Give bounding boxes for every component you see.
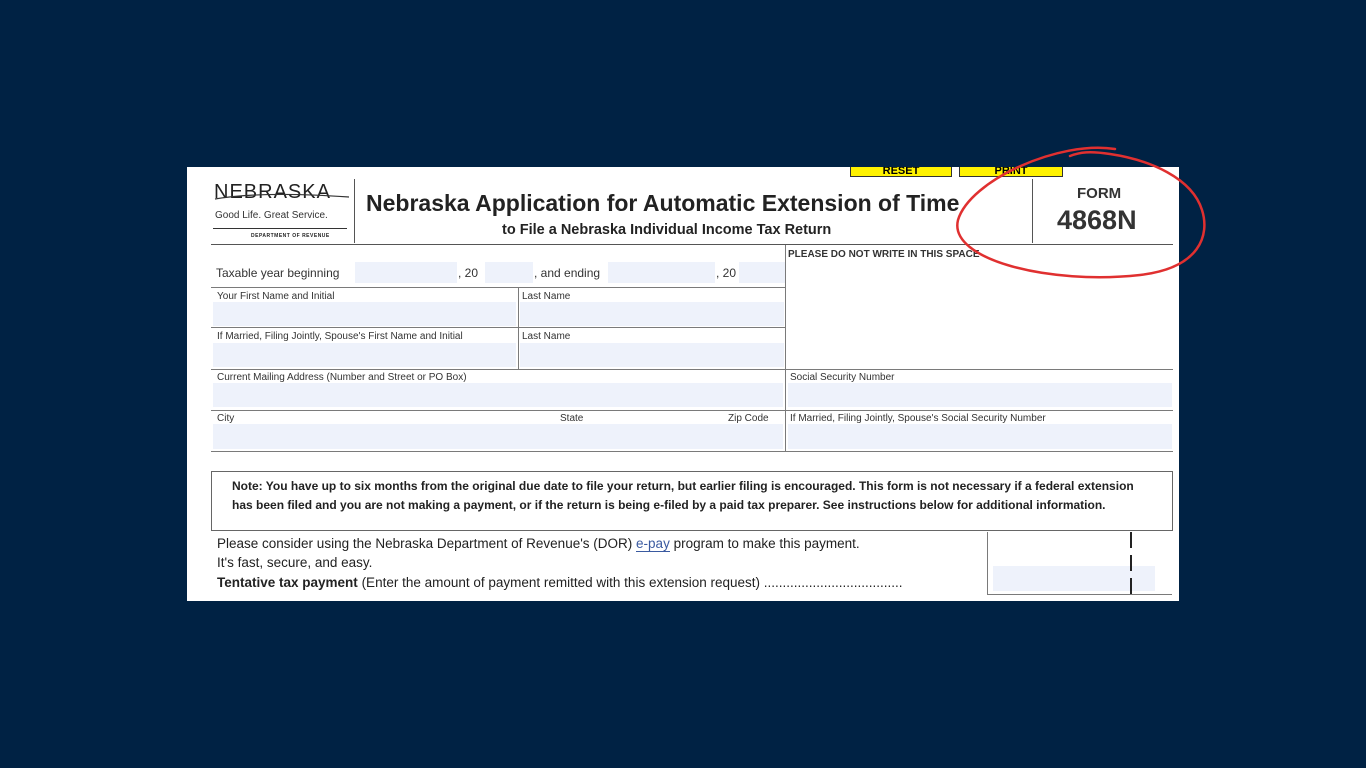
year-begin-input[interactable]	[355, 262, 457, 283]
year-end-prefix: , 20	[716, 266, 737, 280]
spouse-ssn-input[interactable]	[788, 424, 1172, 449]
form-number: 4868N	[1057, 205, 1137, 235]
year-begin-yy-input[interactable]	[485, 262, 533, 283]
state-label: State	[560, 413, 584, 424]
print-button[interactable]: PRINT	[959, 167, 1063, 177]
logo-tagline: Good Life. Great Service.	[215, 210, 328, 221]
page-title: Nebraska Application for Automatic Extension of Time	[366, 190, 960, 216]
last-name-label: Last Name	[522, 291, 571, 302]
ssn-label: Social Security Number	[790, 372, 895, 383]
payment-line-1-end: program to make this payment.	[673, 536, 860, 551]
spouse-last-name-label: Last Name	[522, 331, 571, 342]
logo-swoosh-icon	[213, 189, 351, 203]
form-label: FORM	[1077, 185, 1122, 202]
epay-link[interactable]: e-pay	[636, 536, 670, 551]
payment-line-1-start: Please consider using the Nebraska Department of Revenue's (DOR)	[217, 536, 633, 551]
tentative-payment-label: Tentative tax payment	[217, 575, 358, 590]
address-input[interactable]	[213, 383, 783, 407]
city-state-zip-input[interactable]	[213, 424, 783, 449]
first-name-input[interactable]	[213, 302, 516, 326]
page-subtitle: to File a Nebraska Individual Income Tax Return	[502, 222, 832, 238]
note-text: Note: You have up to six months from the original due date to file your return, but earlier filing is encouraged. This form is not necessary if a federal extension has been filed and you are not making a payment, or if the return is being e-filed by a paid tax preparer. See instructions below for additional information.	[232, 479, 1134, 512]
year-end-yy-input[interactable]	[739, 262, 785, 283]
logo-wordmark: NEBRASKA	[214, 181, 331, 203]
taxable-year-label: Taxable year beginning	[216, 266, 340, 280]
city-label: City	[217, 413, 235, 424]
ssn-input[interactable]	[788, 383, 1172, 407]
payment-line-2: It's fast, secure, and easy.	[217, 555, 373, 570]
office-use-label: PLEASE DO NOT WRITE IN THIS SPACE	[788, 249, 980, 260]
annotation-circle	[940, 140, 1220, 290]
address-label: Current Mailing Address (Number and Street or PO Box)	[217, 372, 467, 383]
logo-department: DEPARTMENT OF REVENUE	[251, 233, 330, 239]
ending-label: , and ending	[534, 266, 601, 280]
spouse-ssn-label: If Married, Filing Jointly, Spouse's Social Security Number	[790, 413, 1046, 424]
reset-button[interactable]: RESET	[850, 167, 952, 177]
year-begin-prefix: , 20	[458, 266, 479, 280]
note-box	[211, 471, 1173, 531]
year-end-input[interactable]	[608, 262, 715, 283]
payment-line-1	[217, 536, 860, 551]
tentative-payment-line	[217, 575, 903, 590]
last-name-input[interactable]	[520, 302, 784, 326]
spouse-first-name-label: If Married, Filing Jointly, Spouse's First Name and Initial	[217, 331, 463, 342]
spouse-first-name-input[interactable]	[213, 343, 516, 367]
tentative-payment-desc: (Enter the amount of payment remitted with this extension request) .....................................	[361, 575, 903, 590]
first-name-label: Your First Name and Initial	[217, 291, 335, 302]
spouse-last-name-input[interactable]	[520, 343, 784, 367]
zip-label: Zip Code	[728, 413, 769, 424]
